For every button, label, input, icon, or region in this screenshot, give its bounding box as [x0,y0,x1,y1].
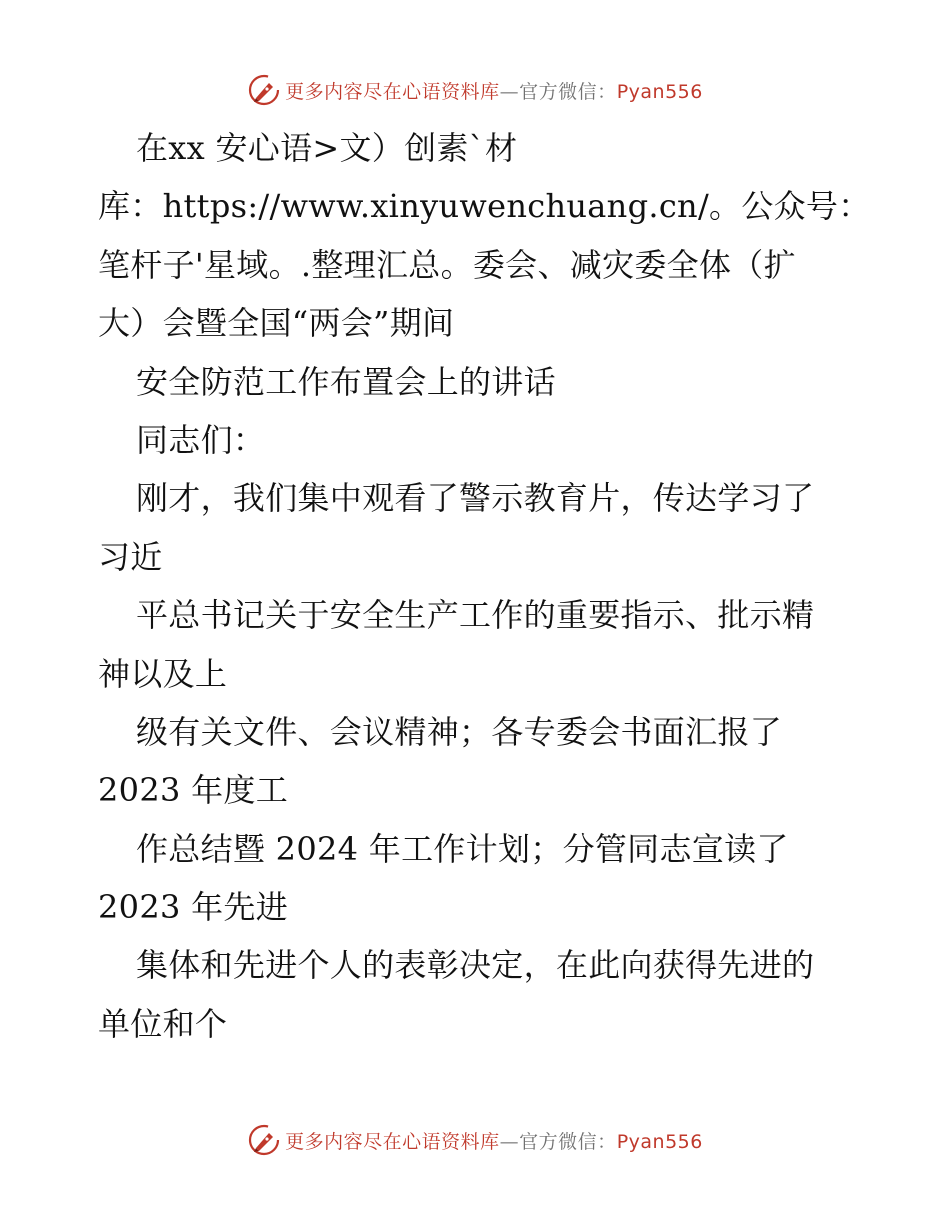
header-watermark [0,72,950,108]
watermark-brand: Pyan556 [616,80,703,103]
doc-line: 在xx 安心语>文）创素`材 [136,129,518,167]
doc-title-line: 安全防范工作布置会上的讲话 [136,362,556,401]
watermark-official: 官方微信： [519,1130,617,1153]
doc-line: 习近 [98,537,163,576]
doc-line: 神以及上 [98,654,228,693]
watermark-prefix: 更多内容尽在心语资料库 [285,1130,500,1153]
watermark-brand: Pyan556 [616,1130,703,1153]
doc-line: 大）会暨全国“两会”期间 [98,304,455,343]
doc-line: 笔杆子'星域。.整理汇总。委会、减灾委全体（扩 [98,245,796,284]
watermark-dash: — [499,80,520,103]
doc-line: 级有关文件、会议精神；各专委会书面汇报了 [136,712,783,751]
doc-line: 集体和先进个人的表彰决定，在此向获得先进的 [136,946,815,985]
doc-line: 刚才，我们集中观看了警示教育片，传达学习了 [136,479,815,518]
document-body [98,124,871,1058]
doc-line: 平总书记关于安全生产工作的重要指示、批示精 [136,596,815,635]
doc-line: 作总结暨 2024 年工作计划；分管同志宣读了 [136,829,789,868]
pen-nib-logo-icon [247,73,281,107]
doc-line: 2023 年度工 [98,771,289,810]
doc-line: 单位和个 [98,1004,228,1043]
doc-line: 2023 年先进 [98,888,289,927]
doc-salutation: 同志们： [136,420,266,459]
watermark-official: 官方微信： [519,80,617,103]
watermark-text [285,1127,703,1154]
watermark-text [285,77,703,104]
pen-nib-logo-icon [247,1123,281,1157]
watermark-dash: — [499,1130,520,1153]
doc-line: 库：https://www.xinyuwenchuang.cn/。公众号： [98,187,871,226]
watermark-prefix: 更多内容尽在心语资料库 [285,80,500,103]
footer-watermark [0,1122,950,1158]
